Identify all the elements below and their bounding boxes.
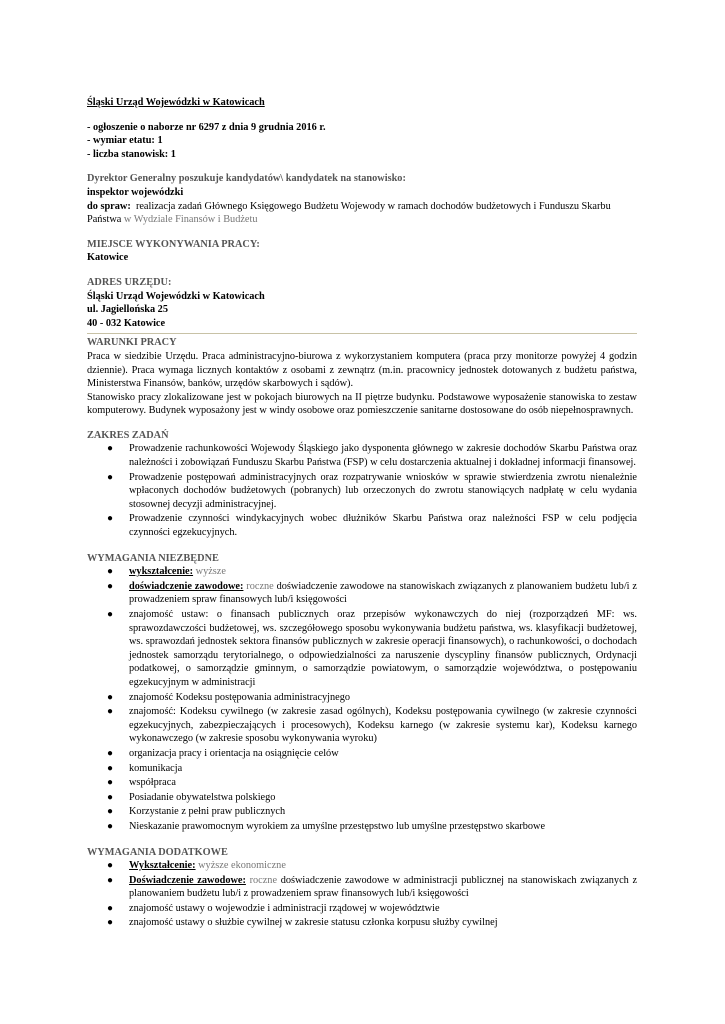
list-item [87,859,637,873]
list-item [87,791,637,805]
bullet-icon: ● [107,917,114,929]
education-value: wyższe ekonomiczne [198,860,286,872]
list-item [87,747,637,761]
conditions-paragraph-1: Praca w siedzibie Urzędu. Praca administracyjno-biurowa z wykorzystaniem komputera (praca przy monitorze powyżej 4 godzin dziennie). Praca wymaga licznych kontaktów z osobami z zewnątrz (m.in. pracownicy jednostek dotowanych z budżetu państwa, Ministerstwa Finansów, banków, urzędów skarbowych i sądów). [87,350,637,390]
conditions-heading: WARUNKI PRACY [87,337,177,349]
requirement-text: Nieskazanie prawomocnym wyrokiem za umyślne przestępstwo lub umyślne przestępstwo skarbowe [129,820,546,832]
announcement-content [87,96,637,931]
department-name: w Wydziale Finansów i Budżetu [123,214,258,226]
announcement-number: - ogłoszenie o naborze nr 6297 z dnia 9 grudnia 2016 r. [87,121,326,133]
experience-word: roczne [246,580,274,592]
experience-text: doświadczenie zawodowe na stanowiskach związanych z planowaniem budżetu lub/i z prowadzeniem spraw finansowych lub/i księgowości [129,580,637,606]
list-item [87,442,637,469]
tasks-list [87,442,637,539]
header-list [87,121,637,162]
list-item [87,776,637,790]
required-list [87,565,637,833]
experience-label: Doświadczenie zawodowe: [129,874,246,886]
tasks-heading: ZAKRES ZADAŃ [87,429,169,441]
requirement-text: organizacja pracy i orientacja na osiągnięcie celów [129,747,339,759]
additional-list [87,859,637,930]
bullet-icon: ● [107,513,114,525]
list-item [87,805,637,819]
bullet-icon: ● [107,902,114,914]
address-line-1: Śląski Urząd Wojewódzki w Katowicach [87,290,265,302]
education-label: Wykształcenie: [129,860,196,872]
place-heading: MIEJSCE WYKONYWANIA PRACY: [87,238,260,250]
director-line: Dyrektor Generalny poszukuje kandydatów\ kandydatek na stanowisko: [87,173,406,185]
address-line-2: ul. Jagiellońska 25 [87,304,168,316]
requirement-text: Posiadanie obywatelstwa polskiego [129,791,276,803]
bullet-icon: ● [107,860,114,872]
additional-heading: WYMAGANIA DODATKOWE [87,846,228,858]
office-title: Śląski Urząd Wojewódzki w Katowicach [87,97,265,108]
education-label: wykształcenie: [129,566,194,578]
list-item [87,608,637,690]
matters-text: realizacja zadań Głównego Księgowego Budżetu Wojewody w ramach dochodów budżetowych i Funduszu Skarbu Państwa [87,200,611,226]
list-item [87,902,637,916]
requirement-text: komunikacja [129,762,183,774]
positions-count: - liczba stanowisk: 1 [87,148,176,160]
education-value: wyższe [195,566,226,578]
requirement-text: Korzystanie z pełni praw publicznych [129,806,286,818]
bullet-icon: ● [107,874,114,886]
requirement-text: znajomość ustawy o służbie cywilnej w zakresie statusu członka korpusu służby cywilnej [129,917,498,929]
matters-line [87,200,637,227]
requirement-text: znajomość ustawy o wojewodzie i administracji rządowej w województwie [129,902,440,914]
list-item [87,580,637,607]
position-title: inspektor wojewódzki [87,186,184,198]
bullet-icon: ● [107,791,114,803]
requirement-text: znajomość Kodeksu postępowania administracyjnego [129,691,351,703]
bullet-icon: ● [107,471,114,483]
bullet-icon: ● [107,706,114,718]
work-time: - wymiar etatu: 1 [87,135,163,147]
bullet-icon: ● [107,820,114,832]
experience-label: doświadczenie zawodowe: [129,580,244,592]
bullet-icon: ● [107,777,114,789]
list-item [87,820,637,834]
bullet-icon: ● [107,609,114,620]
list-item [87,762,637,776]
list-item [87,512,637,539]
list-item [87,916,637,930]
experience-text: doświadczenie zawodowe w administracji publicznej na stanowiskach związanych z planowaniem budżetu lub/i z prowadzeniem spraw finansowych lub/i księgowości [129,874,638,900]
bullet-icon: ● [107,747,114,759]
task-text: Prowadzenie rachunkowości Wojewody Śląskiego jako dysponenta głównego w zakresie dochodów Skarbu Państwa oraz należności i zobowiązań Funduszu Skarbu Państwa (FSP) w celu dostarczenia aktualnej i dokładnej informacji finansowej. [129,443,637,469]
bullet-icon: ● [107,566,114,578]
requirement-text: znajomość ustaw: o finansach publicznych oraz przepisów wykonawczych do niej (rozporządzeń MF: ws. sprawozdawczości budżetowej, ws. szczegółowego sposobu wykonywania budżetu państwa, ws. klasyfikacji budżetowej, ws. sprawozdań jednostek sektora finansów publicznych w zakresie operacji finansowych), o rachunkowości, o dochodach jednostek samorządu terytorialnego, o odpowiedzialności za naruszenie dyscypliny finansów publicznych, Ordynacji podatkowej, o samorządzie gminnym, o samorządzie powiatowym, o samorządzie województwa, o postępowaniu egzekucyjnym w administracji [129,609,637,688]
required-heading: WYMAGANIA NIEZBĘDNE [87,552,219,564]
requirement-text: współpraca [129,777,176,789]
list-item [87,691,637,705]
bullet-icon: ● [107,443,114,455]
place-value: Katowice [87,252,129,264]
bullet-icon: ● [107,762,114,774]
address-line-3: 40 - 032 Katowice [87,317,166,329]
bullet-icon: ● [107,580,114,592]
address-heading: ADRES URZĘDU: [87,276,172,288]
bullet-icon: ● [107,806,114,818]
task-text: Prowadzenie czynności windykacyjnych wobec dłużników Skarbu Państwa oraz należności FSP w celu podjęcia czynności egzekucyjnych. [129,513,637,539]
experience-word: roczne [249,874,278,886]
list-item [87,705,637,746]
list-item [87,874,637,901]
bullet-icon: ● [107,691,114,703]
task-text: Prowadzenie postępowań administracyjnych oraz rozpatrywanie wniosków w sprawie stwierdzenia zwrotu nienależnie wpłaconych dochodów budżetowych (pobranych) lub orzeczonych do zwrotu stanowiących nadpłatę w celu wydania stosownej decyzji administracyjnej. [129,471,637,510]
list-item [87,565,637,579]
conditions-paragraph-2: Stanowisko pracy zlokalizowane jest w pokojach biurowych na II piętrze budynku. Podstawowe wyposażenie stanowiska to zestaw komputerowy. Budynek wyposażony jest w windy osobowe oraz pomieszczenie sanitarne dostosowane do osób niepełnosprawnych. [87,391,637,417]
matters-prefix: do spraw: [87,200,131,212]
requirement-text: znajomość: Kodeksu cywilnego (w zakresie zasad ogólnych), Kodeksu postępowania cywilnego (w zakresie czynności egzekucyjnych, zabezpieczających i procesowych), Kodeksu karnego (w zakresie systemu kar), Kodeksu karnego wykonawczego (w zakresie sposobu wykonywania wyroku) [129,706,637,745]
list-item [87,471,637,512]
section-divider [87,333,637,334]
